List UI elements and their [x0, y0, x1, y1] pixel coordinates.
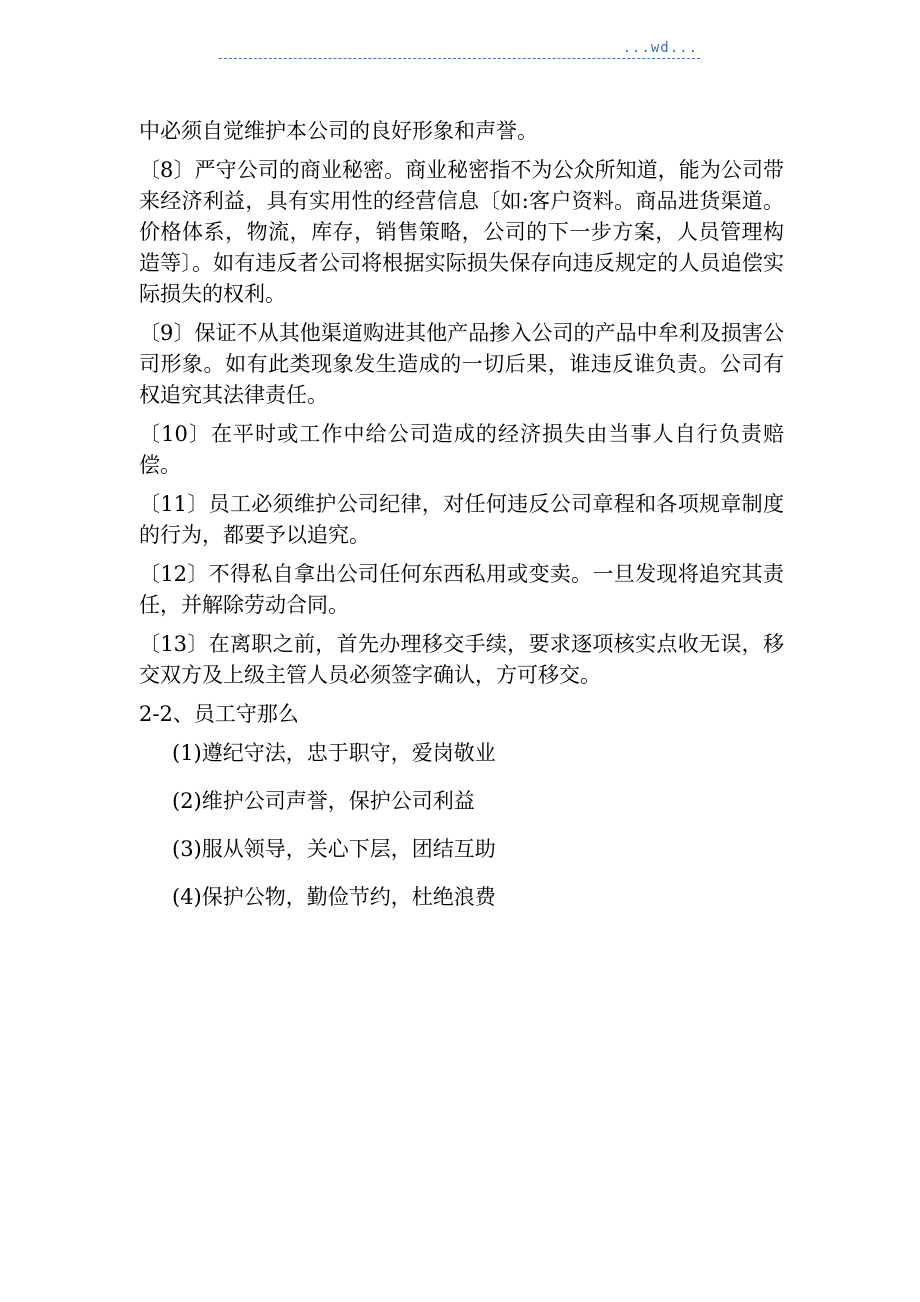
paragraph-item-12: 〔12〕不得私自拿出公司任何东西私用或变卖。一旦发现将追究其责任，并解除劳动合同。	[139, 562, 784, 617]
header-mark: ...wd...	[622, 40, 698, 56]
paragraph-item-13: 〔13〕在离职之前，首先办理移交手续，要求逐项核实点收无误，移交双方及上级主管人员必须签字确认，方可移交。	[139, 632, 784, 687]
document-body	[139, 116, 784, 930]
paragraph-item-8: 〔8〕严守公司的商业秘密。商业秘密指不为公众所知道，能为公司带来经济利益，具有实用性的经营信息〔如:客户资料。商品进货渠道。价格体系，物流，库存，销售策略，公司的下一步方案，人员管理构造等〕。如有违反者公司将根据实际损失保存向违反规定的人员追偿实际损失的权利。	[139, 158, 784, 306]
list-item: (1)遵纪守法，忠于职守，爱岗敬业	[172, 741, 496, 765]
paragraph-continuation: 中必须自觉维护本公司的良好形象和声誉。	[139, 119, 538, 143]
paragraph-item-11: 〔11〕员工必须维护公司纪律，对任何违反公司章程和各项规章制度的行为，都要予以追究。	[139, 492, 784, 547]
section-heading: 2-2、员工守那么	[139, 702, 299, 726]
header-rule	[219, 58, 700, 59]
list-item: (4)保护公物，勤俭节约，杜绝浪费	[172, 885, 496, 909]
list-item: (3)服从领导，关心下层，团结互助	[172, 837, 496, 861]
list-item: (2)维护公司声誉，保护公司利益	[172, 789, 475, 813]
paragraph-item-10: 〔10〕在平时或工作中给公司造成的经济损失由当事人自行负责赔偿。	[139, 422, 784, 477]
paragraph-item-9: 〔9〕保证不从其他渠道购进其他产品掺入公司的产品中牟利及损害公司形象。如有此类现象发生造成的一切后果，谁违反谁负责。公司有权追究其法律责任。	[139, 321, 784, 407]
rules-list	[139, 738, 784, 913]
